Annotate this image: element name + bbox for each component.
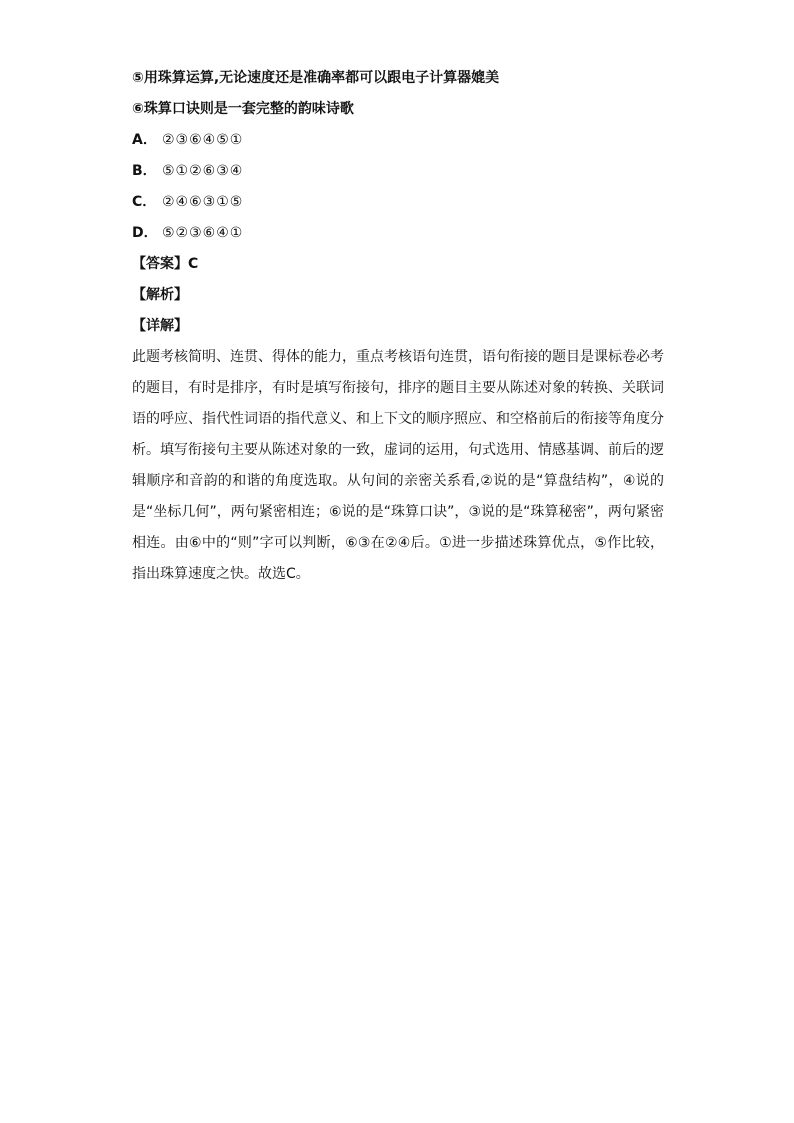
explanation-paragraph: 此题考核简明、连贯、得体的能力，重点考核语句连贯，语句衔接的题目是课标卷必考的题目，有时是排序，有时是填写衔接句，排序的题目主要从陈述对象的转换、关联词语的呼应、指代性词语的指代意义、和上下文的顺序照应、和空格前后的衔接等角度分析。填写衔接句主要从陈述对象的一致，虚词的运用，句式选用、情感基调、前后的逻辑顺序和音韵的和谐的角度选取。从句间的亲密关系看,②说的是“算盘结构”，④说的是“坐标几何”，两句紧密相连；⑥说的是“珠算口诀”，③说的是“珠算秘密”，两句紧密相连。由⑥中的“则”字可以判断，⑥③在②④后。①进一步描述珠算优点，⑤作比较，指出珠算速度之快。故选C。	[132, 349, 664, 582]
analysis-label: 【解析】	[132, 287, 188, 303]
option-b-value: ⑤①②⑥③④	[162, 163, 244, 179]
option-d	[132, 218, 664, 249]
option-a-value: ②③⑥④⑤①	[162, 132, 244, 148]
option-b	[132, 156, 664, 187]
option-a	[132, 125, 664, 156]
option-d-letter: D．	[132, 225, 158, 241]
option-c-letter: C．	[132, 194, 157, 210]
option-c	[132, 187, 664, 218]
option-c-value: ②④⑥③①⑤	[162, 194, 244, 210]
question-item-5: ⑤用珠算运算,无论速度还是准确率都可以跟电子计算器媲美	[132, 70, 500, 86]
option-b-letter: B．	[132, 163, 157, 179]
option-d-value: ⑤②③⑥④①	[162, 225, 244, 241]
document-body	[132, 63, 664, 590]
option-a-letter: A．	[132, 132, 157, 148]
answer-value: C	[188, 256, 199, 272]
answer-label: 【答案】	[132, 256, 188, 272]
detail-label: 【详解】	[132, 318, 188, 334]
question-item-6: ⑥珠算口诀则是一套完整的韵味诗歌	[132, 101, 354, 117]
answer-line	[132, 249, 664, 280]
